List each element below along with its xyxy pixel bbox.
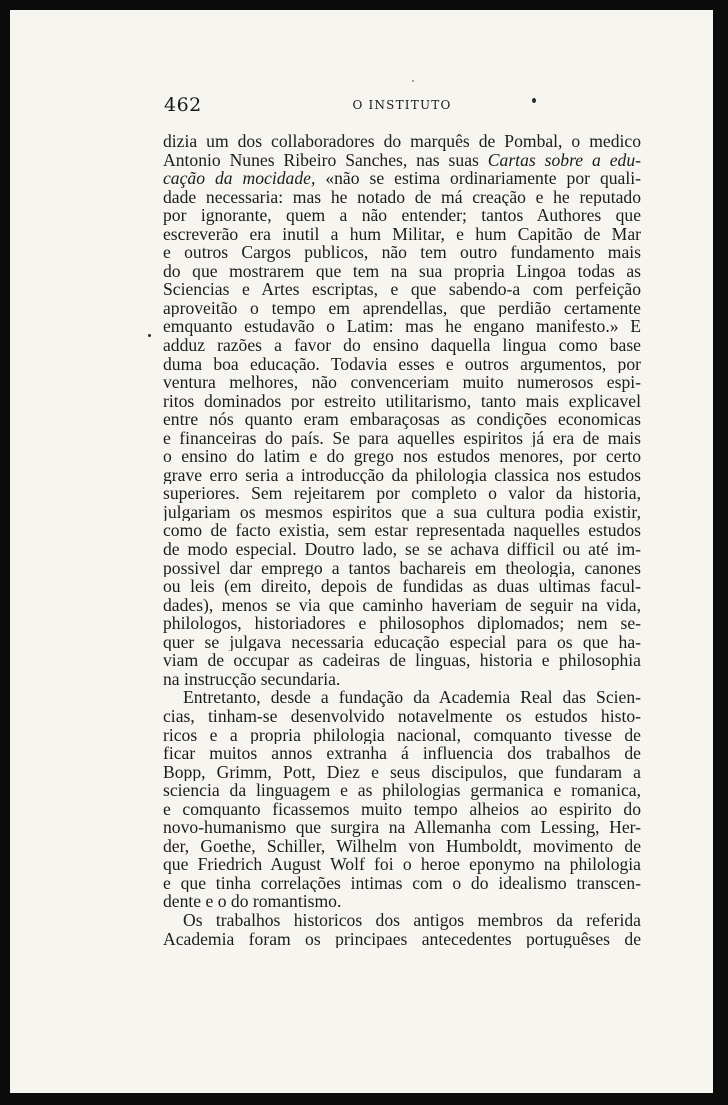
text-line: grave erro seria a introducção da philologia classica nos estudos <box>163 465 641 485</box>
ink-speck <box>412 80 414 82</box>
text-line: ricos e a propria philologia nacional, comquanto tivesse de <box>163 725 641 745</box>
page-number: 462 <box>164 94 202 116</box>
text-line: sciencia da linguagem e as philologias germanica e romanica, <box>163 781 641 800</box>
text-line: do que mostrarem que tem na sua propria Lingoa todas as <box>163 261 641 281</box>
text-line: o ensino do latim e do grego nos estudos menores, por certo <box>163 447 641 466</box>
text-line: por ignorante, quem a não entender; tantos Authores que <box>163 206 641 225</box>
text-line: ventura melhores, não convenceriam muito numerosos espi- <box>163 373 641 392</box>
text-line: que Friedrich August Wolf foi o heroe eponymo na philologia <box>163 855 641 874</box>
text-line: como de facto existia, sem estar representada naquelles estudos <box>163 521 641 541</box>
text-line: Academia foram os principaes antecedentes portuguêses de <box>163 929 641 949</box>
text-line: ficar muitos annos extranha á influencia dos trabalhos de <box>163 744 641 763</box>
text-line: de modo especial. Doutro lado, se se achava difficil ou até im- <box>163 540 641 559</box>
text-line: e comquanto ficassemos muito tempo alheios ao espirito do <box>163 799 641 819</box>
text-line: cias, tinham-se desenvolvido notavelmente os estudos histo- <box>163 706 641 726</box>
text-line: dade necessaria: mas he notado de má creação e he reputado <box>163 187 641 207</box>
text-line: e que tinha correlações intimas com o do idealismo transcen- <box>163 873 641 893</box>
text-line: duma boa educação. Todavia esses e outros argumentos, por <box>163 354 641 374</box>
text-line: Bopp, Grimm, Pott, Diez e seus discipulos, que fundaram a <box>163 762 641 782</box>
text-line: superiores. Sem rejeitarem por completo o valor da historia, <box>163 484 641 503</box>
text-line: ou leis (em direito, depois de fundidas as duas ultimas facul- <box>163 577 641 596</box>
text-line: dades), menos se via que caminho haveriam de seguir na vida, <box>163 595 641 615</box>
text-segment: Antonio Nunes Ribeiro Sanches, nas suas <box>163 150 488 170</box>
text-line: entre nós quanto eram embaraçosas as condições economicas <box>163 410 641 429</box>
text-segment: «não se estima ordinariamente por quali- <box>315 169 641 188</box>
text-line <box>163 151 641 170</box>
text-line: dente e o do romantismo. <box>163 892 342 911</box>
text-line: adduz razões a favor do ensino daquella lingua como base <box>163 336 641 355</box>
text-line: emquanto estudavão o Latim: mas he engano manifesto.» E <box>163 317 641 337</box>
text-line: e outros Cargos publicos, não tem outro fundamento mais <box>163 243 641 262</box>
running-title: O INSTITUTO <box>352 98 452 112</box>
text-line: e financeiras do país. Se para aquelles espiritos já era de mais <box>163 428 641 448</box>
text-line: aproveitão o tempo em aprendellas, que perdião certamente <box>163 298 641 318</box>
italic-title: Cartas sobre a edu- <box>487 150 641 170</box>
italic-title: cação da mocidade, <box>163 169 316 188</box>
text-line: philologos, historiadores e philosophos diplomados; nem se- <box>163 614 641 633</box>
text-line <box>163 169 641 188</box>
body-text <box>163 132 641 948</box>
text-line: quer se julgava necessaria educação especial para os que ha- <box>163 632 641 652</box>
text-line: dizia um dos collaboradores do marquês de Pombal, o medico <box>163 132 641 151</box>
text-line: novo-humanismo que surgira na Allemanha com Lessing, Her- <box>163 818 641 837</box>
text-line: viam de occupar as cadeiras de linguas, historia e philosophia <box>163 651 641 670</box>
text-line: julgariam os mesmos espiritos que a sua cultura podia existir, <box>163 502 641 522</box>
text-line: na instrucção secundaria. <box>163 669 341 689</box>
text-line: Os trabalhos historicos dos antigos membros da referida <box>183 910 641 930</box>
text-line: Sciencias e Artes escriptas, e que sabendo-a com perfeição <box>163 280 641 299</box>
ink-speck <box>532 98 536 103</box>
text-line: Entretanto, desde a fundação da Academia Real das Scien- <box>183 688 641 707</box>
text-line: escreverão era inutil a hum Militar, e hum Capitão de Mar <box>163 224 641 244</box>
text-line: ritos dominados por estreito utilitarismo, tanto mais explicavel <box>163 391 641 411</box>
text-line: possivel dar emprego a tantos bachareis em theologia, canones <box>163 558 641 578</box>
page-header <box>164 94 640 120</box>
ink-speck <box>148 334 151 337</box>
book-page <box>10 10 713 1093</box>
text-line: der, Goethe, Schiller, Wilhelm von Humboldt, movimento de <box>163 836 641 856</box>
